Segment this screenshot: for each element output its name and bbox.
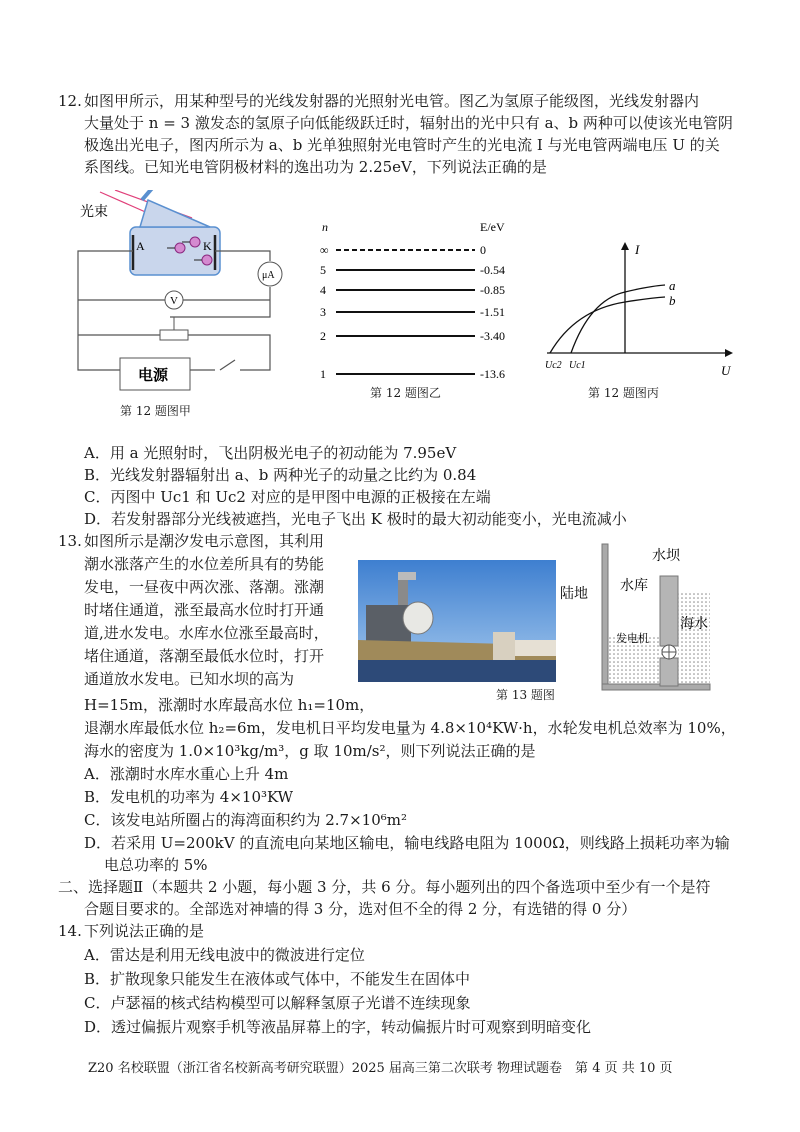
voltmeter-label: V: [170, 295, 178, 307]
q12-stem-line: 大量处于 n = 3 激发态的氢原子向低能级跃迁时，辐射出的光中只有 a、b 两种可以使该光电管阴: [84, 114, 733, 132]
q13-stem-line: 时堵住通道，涨至最高水位时打开通: [84, 601, 325, 619]
level-energy-label: -1.51: [480, 305, 505, 319]
uc2-label: Uc2: [545, 360, 562, 371]
level-n-label: ∞: [320, 243, 329, 257]
level-n-label: 4: [320, 283, 326, 297]
page-footer: Z20 名校联盟（浙江省名校新高考研究联盟）2025 届高三第二次联考 物理试题卷 第 4 页 共 10 页: [88, 1061, 673, 1076]
question-number: 14.: [58, 922, 82, 940]
generator-label: 发电机: [616, 633, 649, 645]
q13-stem-line: 退潮水库最低水位 h₂=6m，发电机日平均发电量为 4.8×10⁴KW·h，水轮发电机总效率为 10%，: [84, 719, 736, 737]
q14-stem: 下列说法正确的是: [84, 922, 205, 940]
q12-option-c: C．丙图中 Uc1 和 Uc2 对应的是甲图中电源的正极接在左端: [84, 488, 491, 506]
uc1-label: Uc1: [569, 360, 586, 371]
figure-caption: 第 12 题图甲: [120, 404, 191, 418]
question-number: 13.: [58, 532, 82, 550]
sea-label: 海水: [680, 617, 708, 632]
q12-option-a: A．用 a 光照射时，飞出阴极光电子的初动能为 7.95eV: [84, 444, 457, 462]
level-energy-label: -3.40: [480, 329, 505, 343]
q14-option-d: D．透过偏振片观察手机等液晶屏幕上的字，转动偏振片时可观察到明暗变化: [84, 1018, 592, 1036]
photoelectric-circuit-figure: [70, 190, 320, 410]
q13-stem-line: 通道放水发电。已知水坝的高为: [84, 670, 295, 688]
q13-option-d-cont: 电总功率的 5%: [104, 856, 208, 874]
anode-label: A: [136, 239, 145, 253]
q13-option-c: C．该发电站所圈占的海湾面积约为 2.7×10⁶m²: [84, 811, 408, 829]
ammeter-label: μA: [262, 270, 275, 281]
level-n-label: 2: [320, 329, 326, 343]
level-energy-label: -0.54: [480, 263, 505, 277]
q13-stem-line: 道,进水发电。水库水位涨至最高时，: [84, 624, 329, 642]
q12-stem-line: 极逸出光电子，图丙所示为 a、b 光单独照射光电管时产生的光电流 I 与光电管两端电压 U 的关: [84, 136, 720, 154]
tidal-dam-diagram: [560, 536, 750, 696]
tidal-power-station-photo: [358, 560, 556, 682]
q13-stem-line: 如图所示是潮汐发电示意图，其利用: [84, 532, 325, 550]
figure-caption: 第 12 题图丙: [588, 386, 659, 400]
question-number: 12.: [58, 92, 82, 110]
q14-option-a: A．雷达是利用无线电波中的微波进行定位: [84, 946, 365, 964]
section-heading: 二、选择题Ⅱ（本题共 2 小题，每小题 3 分，共 6 分。每小题列出的四个备选项中至少有一个是符: [58, 878, 711, 896]
reservoir-label: 水库: [620, 579, 648, 594]
n-axis-label: n: [322, 220, 328, 234]
current-voltage-graph: [545, 240, 735, 380]
current-axis-label: I: [635, 242, 640, 257]
figure-caption: 第 13 题图: [496, 688, 555, 702]
level-n-label: 3: [320, 305, 326, 319]
level-n-label: 1: [320, 367, 326, 381]
q13-option-d: D．若采用 U=200kV 的直流电向某地区输电，输电线路电阻为 1000Ω，则线路上损耗功率为输: [84, 834, 730, 852]
q13-stem-line: 发电，一昼夜中两次涨、落潮。涨潮: [84, 578, 325, 596]
cathode-label: K: [203, 239, 212, 253]
level-n-label: 5: [320, 263, 326, 277]
level-energy-label: -13.6: [480, 367, 505, 381]
q14-option-b: B．扩散现象只能发生在液体或气体中，不能发生在固体中: [84, 970, 471, 988]
q12-option-b: B．光线发射器辐射出 a、b 两种光子的动量之比约为 0.84: [84, 466, 477, 484]
q12-stem-line: 如图甲所示，用某种型号的光线发射器的光照射光电管。图乙为氢原子能级图，光线发射器内: [84, 92, 700, 110]
level-energy-label: 0: [480, 243, 486, 257]
q13-option-b: B．发电机的功率为 4×10³KW: [84, 788, 294, 806]
land-label: 陆地: [560, 587, 588, 602]
curve-a-label: a: [669, 278, 676, 293]
curve-b-label: b: [669, 293, 676, 308]
dam-label: 水坝: [652, 549, 680, 564]
level-energy-label: -0.85: [480, 283, 505, 297]
q13-stem-line: 海水的密度为 1.0×10³kg/m³，g 取 10m/s²，则下列说法正确的是: [84, 742, 536, 760]
figure-caption: 第 12 题图乙: [370, 386, 441, 400]
q13-option-a: A．涨潮时水库水重心上升 4m: [84, 765, 289, 783]
energy-level-diagram: [310, 220, 530, 382]
section-instructions: 合题目要求的。全部选对神墙的得 3 分，选对但不全的得 2 分，有选错的得 0 分）: [84, 900, 637, 918]
voltage-axis-label: U: [721, 363, 731, 378]
q13-stem-line: 潮水涨落产生的水位差所具有的势能: [84, 555, 325, 573]
q14-option-c: C．卢瑟福的核式结构模型可以解释氢原子光谱不连续现象: [84, 994, 471, 1012]
beam-label: 光束: [80, 205, 108, 220]
q13-stem-line: H=15m，涨潮时水库最高水位 h₁=10m，: [84, 696, 375, 714]
power-supply-label: 电源: [138, 368, 169, 384]
q12-option-d: D．若发射器部分光线被遮挡，光电子飞出 K 极时的最大初动能变小，光电流减小: [84, 510, 627, 528]
q13-stem-line: 堵住通道，落潮至最低水位时，打开: [84, 647, 325, 665]
q12-stem-line: 系图线。已知光电管阴极材料的逸出功为 2.25eV，下列说法正确的是: [84, 158, 547, 176]
energy-axis-label: E/eV: [480, 220, 505, 234]
